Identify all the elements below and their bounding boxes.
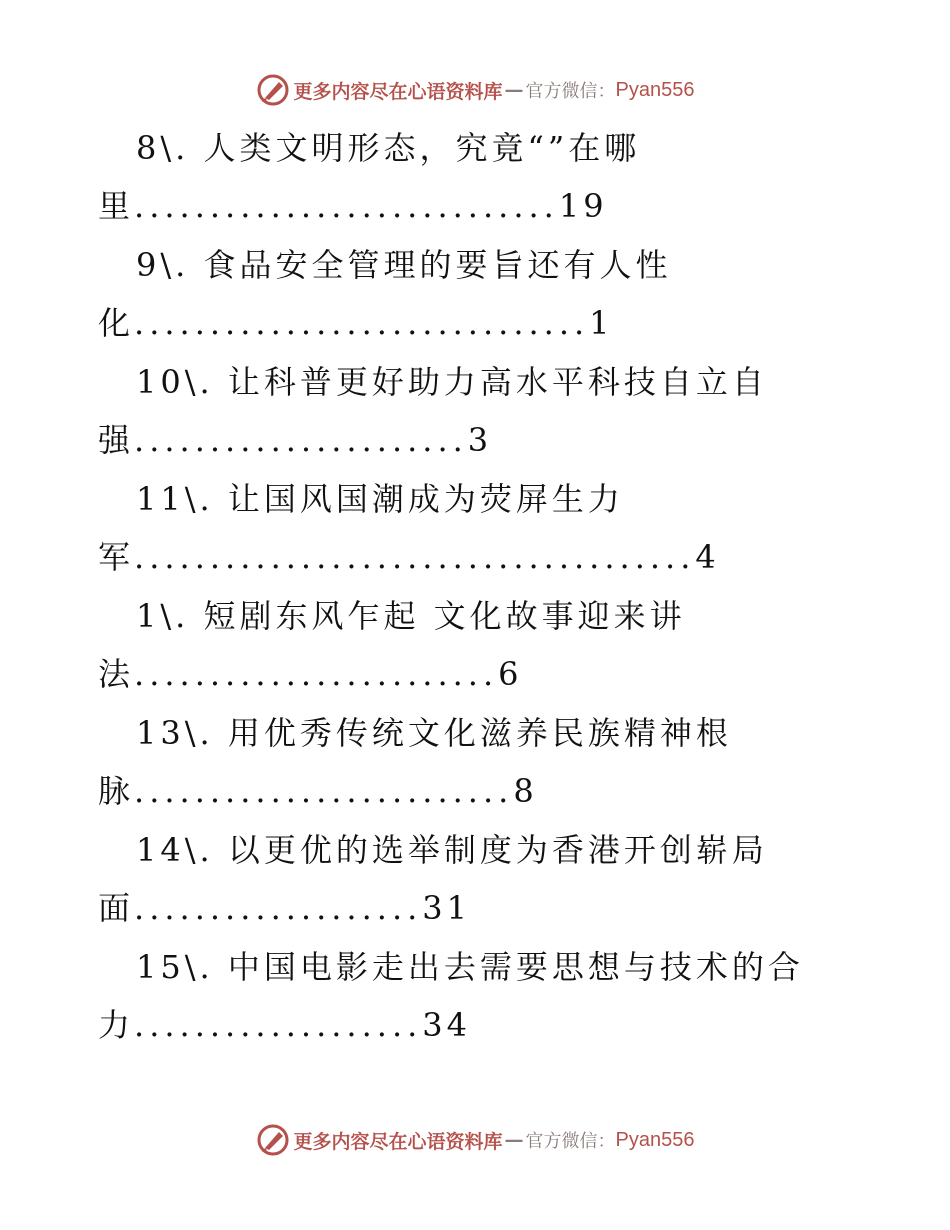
toc-leader-dots: ............................ [134,187,559,225]
toc-page-number: 34 [422,1006,471,1044]
toc-leader-dots: ........................ [134,655,499,693]
banner-separator: — [504,1129,524,1151]
toc-page-number: 8 [513,772,538,810]
toc-leader-dots: ................... [134,1006,423,1044]
toc-leader-dots: ...................... [134,421,468,459]
toc-page-number: 3 [467,421,493,459]
banner-contact-id: Pyan556 [615,1128,695,1151]
toc-leader-dots: ..................................... [134,538,696,576]
toc-entry-title: 14\. 以更优的选举制度为香港开创崭局 [136,831,768,869]
banner-contact-id: Pyan556 [615,78,695,101]
toc-entry-leader-line [98,186,608,226]
toc-entry-leader-line [98,1005,471,1045]
banner-text: 更多内容尽在心语资料库 [293,1130,503,1153]
toc-entry-tail: 强 [98,421,135,459]
toc-page-number: 19 [558,187,608,225]
toc-entry-title: 15\. 中国电影走出去需要思想与技术的合 [136,948,804,986]
toc-entry-tail: 脉 [98,772,135,810]
toc-entry-title: 1\. 短剧东风乍起 文化故事迎来讲 [136,597,686,635]
toc-entry-tail: 里 [98,187,135,225]
toc-entry-tail: 力 [98,1006,135,1044]
toc-entry-tail: 化 [98,304,135,342]
banner-contact-label: 官方微信： [525,1131,616,1152]
toc-entry-tail: 法 [98,655,135,693]
header-banner [0,70,950,110]
toc-entry-tail: 面 [98,889,135,927]
pen-logo-icon [256,73,290,107]
footer-banner [0,1120,950,1160]
banner-text: 更多内容尽在心语资料库 [293,80,503,103]
toc-entry-leader-line [98,654,523,694]
toc-leader-dots: ......................... [134,772,514,810]
toc-entry-leader-line [98,771,538,811]
toc-entry-leader-line [98,537,720,577]
toc-entry-title: 8\. 人类文明形态，究竟“”在哪 [136,129,641,167]
pen-logo-icon [256,1123,290,1157]
toc-entry-tail: 军 [98,538,135,576]
toc-page-number: 6 [498,655,523,693]
toc-entry-title: 13\. 用优秀传统文化滋养民族精神根 [136,714,732,752]
toc-entry-leader-line [98,303,614,343]
toc-leader-dots: .............................. [134,304,590,342]
toc-page-number: 31 [422,889,471,927]
toc-entry-title: 10\. 让科普更好助力高水平科技自立自 [136,363,768,401]
toc-leader-dots: ................... [134,889,423,927]
toc-entry-leader-line [98,888,471,928]
toc-entry-leader-line [98,420,492,460]
toc-entry-title: 9\. 食品安全管理的要旨还有人性 [136,246,672,284]
toc-page-number: 1 [589,304,614,342]
banner-separator: — [504,79,524,101]
toc-entry-title: 11\. 让国风国潮成为荧屏生力 [136,480,624,518]
banner-contact-label: 官方微信： [525,81,616,102]
toc-page-number: 4 [695,538,720,576]
